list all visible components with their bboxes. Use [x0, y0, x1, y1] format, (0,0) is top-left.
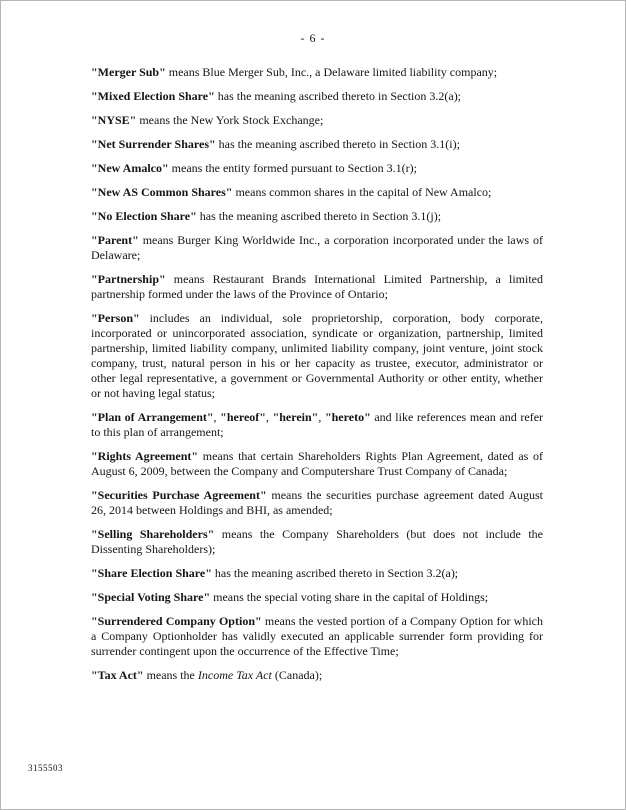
definition-paragraph: [91, 209, 543, 224]
definition-text: means the securities purchase agreement dated August 26, 2014 between Holdings and BHI, as amended;: [91, 488, 543, 517]
definition-text: ,: [265, 410, 273, 424]
defined-term: "Partnership": [91, 272, 166, 286]
definition-paragraph: [91, 272, 543, 302]
definition-text: means the special voting share in the capital of Holdings;: [210, 590, 489, 604]
defined-term: "Special Voting Share": [91, 590, 211, 604]
definition-text: (Canada);: [271, 668, 323, 682]
definition-text: means the New York Stock Exchange;: [136, 113, 324, 127]
definition-text: includes an individual, sole proprietorship, corporation, body corporate, incorporated or unincorporated association, syndicate or organization, partnership, limited partnership, limited liability company, unlimited liability company, joint venture, joint stock company, trust, natural person in his or her capacity as trustee, executor, administrator or other legal representative, a government or Governmental Authority or other entity, whether or not having legal status;: [91, 311, 543, 400]
definition-text: means common shares in the capital of New Amalco;: [232, 185, 492, 199]
definition-paragraph: [91, 233, 543, 263]
definition-text: means Restaurant Brands International Limited Partnership, a limited partnership formed under the laws of the Province of Ontario;: [91, 272, 543, 301]
defined-term: "Rights Agreement": [91, 449, 199, 463]
defined-term: "herein": [272, 410, 319, 424]
definition-text: means that certain Shareholders Rights Plan Agreement, dated as of August 6, 2009, between the Company and Computershare Trust Company of Canada;: [91, 449, 543, 478]
definition-paragraph: [91, 89, 543, 104]
defined-term: "Share Election Share": [91, 566, 212, 580]
italic-text: Income Tax Act: [197, 668, 272, 682]
definition-paragraph: [91, 137, 543, 152]
page-number: - 6 -: [300, 31, 326, 45]
defined-term: "Securities Purchase Agreement": [91, 488, 267, 502]
definition-text: ,: [213, 410, 221, 424]
defined-term: "Surrendered Company Option": [91, 614, 262, 628]
document-id: 3155503: [28, 763, 63, 773]
definition-text: means Blue Merger Sub, Inc., a Delaware limited liability company;: [165, 65, 498, 79]
definition-paragraph: [91, 614, 543, 659]
defined-term: "Tax Act": [91, 668, 144, 682]
defined-term: "New Amalco": [91, 161, 169, 175]
defined-term: "hereto": [324, 410, 371, 424]
definition-paragraph: [91, 311, 543, 401]
defined-term: "Mixed Election Share": [91, 89, 215, 103]
defined-term: "New AS Common Shares": [91, 185, 233, 199]
definition-text: ,: [318, 410, 325, 424]
defined-term: "Selling Shareholders": [91, 527, 215, 541]
definition-paragraph: [91, 410, 543, 440]
definition-text: means the vested portion of a Company Option for which a Company Optionholder has validly executed an applicable surrender form providing for surrender contingent upon the occurrence of the Effective Time;: [91, 614, 543, 658]
definition-text: has the meaning ascribed thereto in Section 3.2(a);: [214, 89, 462, 103]
definition-text: means the entity formed pursuant to Section 3.1(r);: [168, 161, 417, 175]
defined-term: "Merger Sub": [91, 65, 166, 79]
definition-text: means the: [143, 668, 198, 682]
definition-paragraph: [91, 161, 543, 176]
definition-text: means Burger King Worldwide Inc., a corporation incorporated under the laws of Delaware;: [91, 233, 543, 262]
definition-paragraph: [91, 566, 543, 581]
definition-paragraph: [91, 527, 543, 557]
definition-text: has the meaning ascribed thereto in Section 3.1(i);: [215, 137, 460, 151]
definition-paragraph: [91, 113, 543, 128]
definition-paragraph: [91, 185, 543, 200]
defined-term: "Net Surrender Shares": [91, 137, 216, 151]
definition-paragraph: [91, 65, 543, 80]
definitions-list: [91, 65, 543, 692]
defined-term: "Parent": [91, 233, 139, 247]
definition-text: has the meaning ascribed thereto in Section 3.2(a);: [211, 566, 459, 580]
definition-text: and like references mean and refer to this plan of arrangement;: [91, 410, 544, 439]
definition-paragraph: [91, 449, 543, 479]
definition-paragraph: [91, 668, 543, 683]
defined-term: "No Election Share": [91, 209, 197, 223]
defined-term: "Plan of Arrangement": [91, 410, 214, 424]
defined-term: "Person": [91, 311, 140, 325]
defined-term: "hereof": [220, 410, 266, 424]
definition-text: has the meaning ascribed thereto in Section 3.1(j);: [196, 209, 442, 223]
definition-text: means the Company Shareholders (but does not include the Dissenting Shareholders);: [91, 527, 543, 556]
defined-term: "NYSE": [91, 113, 137, 127]
definition-paragraph: [91, 488, 543, 518]
definition-paragraph: [91, 590, 543, 605]
